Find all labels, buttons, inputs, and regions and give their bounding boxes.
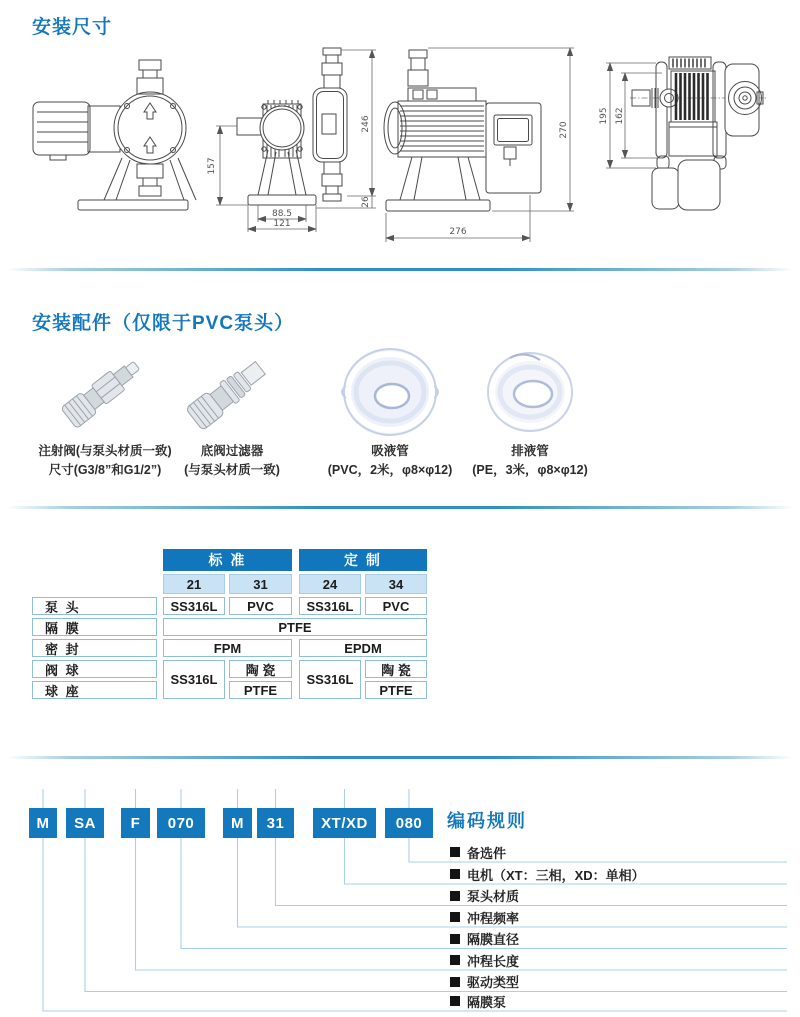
accessory-detail: (PVC，2米，φ8×φ12) [327, 463, 453, 477]
dim-88-5: 88.5 [271, 209, 293, 219]
table-col-header-34: 34 [365, 574, 427, 594]
square-bullet-icon [450, 934, 460, 944]
material-spec-table [32, 549, 427, 699]
dim-162: 162 [615, 107, 625, 125]
table-group-header-custom: 定 制 [299, 549, 427, 571]
section-title-dimensions: 安装尺寸 [32, 17, 113, 38]
table-group-header-standard: 标 准 [163, 549, 292, 571]
accessory-name: 吸液管 [371, 444, 409, 458]
foot-valve-filter-image [186, 357, 269, 431]
table-row-header-ball-seat: 球 座 [32, 681, 157, 699]
accessory-images [0, 335, 800, 450]
table-row-header-diaphragm: 隔 膜 [32, 618, 157, 636]
code-label-stroke-frequency [450, 907, 519, 927]
code-label-text: 泵头材质 [467, 889, 520, 904]
table-cell: 陶 瓷 [229, 660, 292, 678]
table-row-header-seal: 密 封 [32, 639, 157, 657]
square-bullet-icon [450, 891, 460, 901]
code-box-head-material: 31 [257, 808, 294, 838]
accessory-detail: (与泵头材质一致) [184, 463, 280, 477]
table-cell: SS316L [299, 597, 361, 615]
dim-246: 246 [361, 115, 371, 133]
table-row-header-pump-head: 泵 头 [32, 597, 157, 615]
code-label-text: 备选件 [467, 845, 507, 861]
code-box-stroke-length: F [121, 808, 150, 838]
dim-157: 157 [207, 157, 217, 175]
code-label-diaphragm-pump [450, 991, 506, 1011]
pump-side-view-drawing [207, 48, 376, 232]
table-col-header-24: 24 [299, 574, 361, 594]
code-box-stroke-frequency: M [223, 808, 252, 838]
injection-valve-image [61, 355, 145, 428]
code-label-text: 电机（XT：三相，XD：单相） [467, 867, 645, 883]
code-label-motor [450, 864, 645, 884]
section-title-accessories: 安装配件（仅限于PVC泵头） [32, 313, 295, 334]
table-row-header-valve-ball: 阀 球 [32, 660, 157, 678]
section-divider [6, 268, 794, 271]
accessory-detail: 尺寸(G3/8”和G1/2”) [48, 463, 162, 477]
discharge-tube-image [488, 353, 572, 431]
table-cell: 陶 瓷 [365, 660, 427, 678]
code-box-diaphragm-diameter: 070 [157, 808, 205, 838]
coding-rules-title: 编码规则 [447, 811, 527, 831]
pump-side-view2-drawing [384, 48, 574, 242]
square-bullet-icon [450, 847, 460, 857]
accessory-name: 底阀过滤器 [200, 444, 264, 458]
pump-front-view-drawing [33, 60, 196, 210]
table-cell: PVC [365, 597, 427, 615]
code-box-drive-type: SA [66, 808, 104, 838]
dim-270: 270 [559, 121, 569, 139]
code-label-text: 驱动类型 [467, 975, 520, 990]
accessory-name: 注射阀(与泵头材质一致) [38, 444, 172, 458]
code-box-motor: XT/XD [313, 808, 376, 838]
table-cell: SS316L [163, 597, 225, 615]
square-bullet-icon [450, 912, 460, 922]
table-cell: SS316L [299, 660, 361, 699]
table-cell: SS316L [163, 660, 225, 699]
code-label-head-material [450, 886, 519, 906]
code-label-diaphragm-diameter [450, 929, 519, 949]
table-col-header-21: 21 [163, 574, 225, 594]
section-divider [6, 756, 794, 759]
dim-121: 121 [273, 219, 291, 229]
accessory-caption [420, 442, 640, 480]
code-label-drive-type [450, 972, 519, 992]
accessory-detail: (PE，3米，φ8×φ12) [472, 463, 588, 477]
dim-195: 195 [599, 107, 609, 125]
dim-26: 26 [361, 196, 371, 208]
code-box-options: 080 [385, 808, 433, 838]
dim-276: 276 [449, 227, 467, 237]
table-cell: PTFE [163, 618, 427, 636]
square-bullet-icon [450, 869, 460, 879]
accessory-name: 排液管 [511, 444, 549, 458]
table-col-header-31: 31 [229, 574, 292, 594]
table-cell: PVC [229, 597, 292, 615]
code-box-diaphragm-pump: M [29, 808, 57, 838]
code-label-text: 隔膜泵 [467, 994, 507, 1010]
code-label-stroke-length [450, 950, 519, 970]
table-cell: EPDM [299, 639, 427, 657]
table-cell: PTFE [365, 681, 427, 699]
square-bullet-icon [450, 977, 460, 987]
suction-tube-image [342, 349, 438, 435]
table-cell: PTFE [229, 681, 292, 699]
section-divider [6, 506, 794, 509]
code-label-text: 冲程频率 [467, 910, 520, 926]
code-label-text: 冲程长度 [467, 953, 520, 969]
code-label-text: 隔膜直径 [467, 932, 520, 947]
table-cell: FPM [163, 639, 292, 657]
installation-drawings [0, 0, 800, 250]
code-label-options [450, 842, 506, 862]
square-bullet-icon [450, 955, 460, 965]
square-bullet-icon [450, 996, 460, 1006]
pump-top-view-drawing [599, 57, 766, 210]
